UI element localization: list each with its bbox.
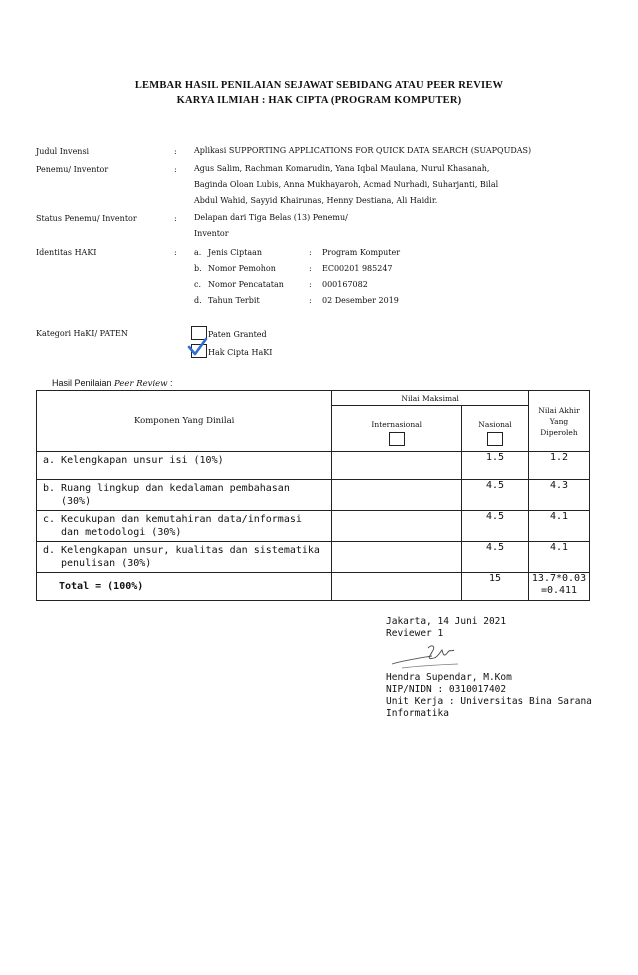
internasional-checkbox[interactable] (389, 432, 405, 446)
komponen-cell: c. Kecukupan dan kemutahiran data/informasi dan metodologi (30%) (37, 511, 332, 542)
identitas-label: Identitas HAKI (36, 248, 97, 257)
kategori-label: Kategori HaKI/ PATEN (36, 329, 128, 338)
nasional-header: Nasional (462, 406, 529, 452)
akhir-cell: 4.1 (529, 542, 590, 573)
nasional-cell: 4.5 (462, 480, 529, 511)
nasional-cell: 4.5 (462, 511, 529, 542)
status-label: Status Penemu/ Inventor (36, 214, 137, 223)
colon: : (174, 248, 177, 257)
komponen-cell: b. Ruang lingkup dan kedalaman pembahasan (30%) (37, 480, 332, 511)
komponen-cell: d. Kelengkapan unsur, kualitas dan sistematika penulisan (30%) (37, 542, 332, 573)
judul-label: Judul Invensi (36, 147, 90, 156)
internasional-cell (332, 480, 462, 511)
nasional-checkbox[interactable] (487, 432, 503, 446)
document-page: LEMBAR HASIL PENILAIAN SEJAWAT SEBIDANG ATAU PEER REVIEW KARYA ILMIAH : HAK CIPTA (PROGRAM KOMPUTER) Judul Invensi : Aplikasi SUPPORTING APPLICATIONS FOR QUICK DATA SEARCH (SUAPQUDAS) Penemu/ Inventor : Agus Salim, Rachman Komarudin, Yana Iqbal Maulana, Nurul Khasanah, Baginda Oloan Lubis, Anna Mukhayaroh, Acmad Nurhadi, Suharjanti, Bilal Abdul Wahid, Sayyid Khairunas, Henny Destiana, Ali Haidir. Status Penemu/ Inventor : Delapan dari Tiga Belas (13) Penemu/ Inventor Identitas HAKI : a. Jenis Ciptaan : Program Komputer b. Nomor Pemohon : EC00201 985247 c. Nomor Pencatatan : 000167082 d. Tahun Terbit : 02 Desember 2019 Kategori HaKI/ PATEN Paten Granted Hak Cipta HaKI Hasil Penilaian Peer Review : Komponen Yang Dinilai Nilai Maksimal Nilai Akhir Yang Diperoleh Internasional Nasional a. Kelengkapan unsur isi (10%) 1.5 1.2 b. Ruang lingkup dan kedalaman pembahasan (30%) 4.5 4.3 c. Kecukupan dan kemutahiran data/informasi dan metodologi (30%) 4.5 4.1 d. Kelengkapan unsur, kualitas dan sistematika penulisan (30%) 4.5 4.1 Total = (100%) 15 13.7*0.03 =0.411 Jakarta, 14 Juni 2021 Reviewer 1 Hendra Supendar, M.Kom NIP/NIDN : 0310017402 Unit Kerja : Universitas Bina Sarana Informatika (0, 0, 638, 975)
hak-cipta-label: Hak Cipta HaKI (208, 348, 273, 357)
reviewer-unit: Unit Kerja : Universitas Bina Sarana (386, 696, 592, 707)
table-row (37, 542, 590, 573)
judul-value: Aplikasi SUPPORTING APPLICATIONS FOR QUICK DATA SEARCH (SUAPQUDAS) (194, 146, 532, 155)
penemu-line1: Agus Salim, Rachman Komarudin, Yana Iqbal Maulana, Nurul Khasanah, (194, 164, 490, 173)
akhir-cell: 4.1 (529, 511, 590, 542)
nasional-cell: 1.5 (462, 452, 529, 480)
reviewer-name: Hendra Supendar, M.Kom (386, 672, 512, 683)
internasional-header: Internasional (332, 406, 462, 452)
table-row-total (37, 573, 590, 601)
komponen-header: Komponen Yang Dinilai (37, 391, 332, 452)
penemu-label: Penemu/ Inventor (36, 165, 109, 174)
internasional-cell (332, 542, 462, 573)
checkmark-icon (186, 336, 208, 358)
nasional-cell: 4.5 (462, 542, 529, 573)
status-line1: Delapan dari Tiga Belas (13) Penemu/ (194, 213, 348, 222)
signature-image (388, 640, 468, 670)
akhir-cell: 4.3 (529, 480, 590, 511)
colon: : (174, 165, 177, 174)
place-date: Jakarta, 14 Juni 2021 (386, 616, 507, 627)
reviewer-unit-cont: Informatika (386, 708, 449, 719)
nilai-maksimal-header: Nilai Maksimal (332, 391, 529, 406)
nilai-akhir-header: Nilai Akhir Yang Diperoleh (529, 391, 590, 452)
penemu-line2: Baginda Oloan Lubis, Anna Mukhayaroh, Acmad Nurhadi, Suharjanti, Bilal (194, 180, 499, 189)
score-table (36, 390, 590, 601)
total-label: Total = (100%) (37, 573, 332, 601)
paten-granted-label: Paten Granted (208, 330, 267, 339)
penemu-line3: Abdul Wahid, Sayyid Khairunas, Henny Destiana, Ali Haidir. (194, 196, 438, 205)
reviewer-nip: NIP/NIDN : 0310017402 (386, 684, 507, 695)
doc-title-line2: KARYA ILMIAH : HAK CIPTA (PROGRAM KOMPUTER) (176, 95, 462, 106)
akhir-cell: 1.2 (529, 452, 590, 480)
colon: : (174, 147, 177, 156)
reviewer-role: Reviewer 1 (386, 628, 444, 639)
komponen-cell: a. Kelengkapan unsur isi (10%) (37, 452, 332, 480)
status-line2: Inventor (194, 229, 229, 238)
akhir-total: 13.7*0.03 =0.411 (529, 573, 590, 601)
internasional-cell (332, 511, 462, 542)
table-row (37, 452, 590, 480)
table-caption: Hasil Penilaian Peer Review : (52, 378, 173, 389)
nasional-total: 15 (462, 573, 529, 601)
table-row (37, 511, 590, 542)
internasional-cell (332, 452, 462, 480)
internasional-cell (332, 573, 462, 601)
table-row (37, 480, 590, 511)
doc-title-line1: LEMBAR HASIL PENILAIAN SEJAWAT SEBIDANG ATAU PEER REVIEW (134, 80, 504, 91)
colon: : (174, 214, 177, 223)
